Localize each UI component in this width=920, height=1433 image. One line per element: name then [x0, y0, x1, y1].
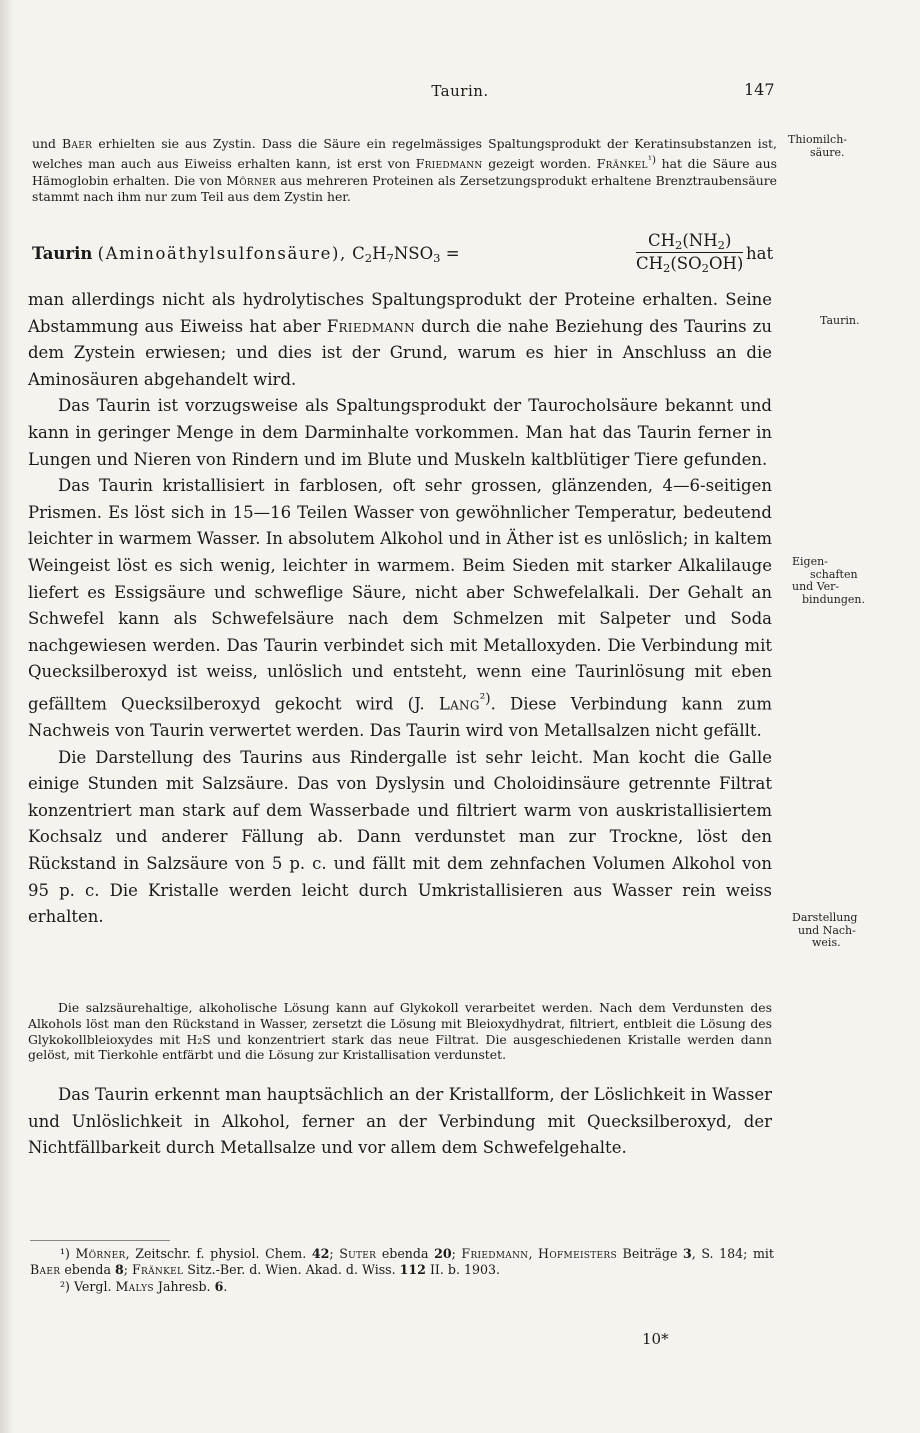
- margin-note-eigenschaften: Eigen- schaften und Ver- bindungen.: [792, 555, 865, 606]
- structural-fraction: [636, 230, 743, 275]
- small-print-paragraph: Die salzsäurehaltige, alkoholische Lösung kann auf Glykokoll verarbeitet werden. Nach dem Verdunsten des Alkohols löst man den Rückstand in Wasser, zersetzt die Lösung mit Bleioxydhydrat, filtriert, entbleit die Lösung des Glykokollbleioxydes mit H₂S und konzentriert stark das neue Filtrat. Die ausgeschiedenen Kristalle werden dann gelöst, mit Tierkohle entfärbt und die Lösung zur Kristallisation verdunstet.: [28, 1000, 772, 1063]
- printer-signature: 10*: [642, 1330, 669, 1348]
- formula-hat: hat: [746, 244, 774, 263]
- main-body: [28, 287, 772, 931]
- author-fraenkel: Fränkel: [596, 156, 648, 172]
- paragraph-origin: man allerdings nicht als hydrolytisches Spaltungsprodukt der Proteine erhalten. Seine Abstammung aus Eiweiss hat aber Friedmann durch die nahe Beziehung des Taurins zu dem Zystein erwiesen; und dies ist der Grund, warum es hier in Anschluss an die Aminosäuren abgehandelt wird.: [28, 290, 772, 389]
- sum-formula: $C_2H_7NSO_3$: [352, 244, 441, 265]
- scan-edge-shadow: [0, 0, 14, 1433]
- heading-taurin: Taurin: [32, 244, 93, 263]
- author-moerner: Mörner: [226, 172, 277, 188]
- fraction-denominator: $CH_2(SO_2OH)$: [636, 254, 744, 275]
- paragraph-properties: Das Taurin kristallisiert in farblosen, oft sehr grossen, glänzenden, 4—6-seitigen Prismen. Es löst sich in 15—16 Teilen Wasser von gewöhnlicher Temperatur, bedeutend leichter in warmem Wasser. In absolutem Alkohol und in Äther ist es unlöslich; in kaltem Weingeist löst es sich wenig, leichter in warmem. Beim Sieden mit starker Alkalilauge liefert es Essigsäure und schweflige Säure, nicht aber Schwefelalkali. Der Gehalt an Schwefel kann als Schwefelsäure nach dem Schmelzen mit Salpeter und Soda nachgewiesen werden. Das Taurin verbindet sich mit Metalloxyden. Die Verbindung mit Quecksilberoxyd ist weiss, unlöslich und entsteht, wenn eine Taurinlösung mit eben gefälltem Quecksilberoxyd gekocht wird (J. Lang$^{^2)}$. Diese Verbindung kann zum Nachweis von Taurin verwertet werden. Das Taurin wird von Metallsalzen nicht gefällt.: [28, 476, 772, 740]
- chemical-name: (Aminoäthylsulfonsäure),: [97, 244, 347, 263]
- margin-note-darstellung: Darstellung und Nach- weis.: [792, 911, 858, 949]
- footnote-ref-1: ¹): [647, 154, 656, 167]
- detection-paragraph: Das Taurin erkennt man hauptsächlich an der Kristallform, der Löslichkeit in Wasser und Unlöslichkeit in Alkohol, ferner an der Verbindung mit Quecksilberoxyd, der Nichtfällbarkeit durch Metallsalze und vor allem dem Schwefelgehalte.: [28, 1085, 772, 1158]
- footnote-rule: [30, 1240, 170, 1241]
- paragraph-occurrence: Das Taurin ist vorzugsweise als Spaltungsprodukt der Taurocholsäure bekannt und kann in geringer Menge in dem Darminhalte vorkommen. Man hat das Taurin ferner in Lungen und Nieren von Rindern und im Blute und Muskeln kaltblütiger Tiere gefunden.: [28, 396, 772, 469]
- footnote-1: ¹) Mörner, Zeitschr. f. physiol. Chem. 42; Suter ebenda 20; Friedmann, Hofmeisters Beiträge 3, S. 184; mit Baer ebenda 8; Fränkel Sitz.-Ber. d. Wien. Akad. d. Wiss. 112 II. b. 1903.: [30, 1246, 774, 1278]
- author-friedmann: Friedmann: [415, 156, 483, 172]
- running-title: Taurin.: [431, 82, 489, 100]
- intro-paragraph: und Baer erhielten sie aus Zystin. Dass die Säure ein regelmässiges Spaltungsprodukt der Keratinsubstanzen ist, welches man auch aus Eiweiss erhalten kann, ist erst von Friedmann gezeigt worden. Fränkel$^{^1)}$ hat die Säure aus Hämoglobin erhalten. Die von Mörner aus mehreren Proteinen als Zersetzungsprodukt erhaltene Brenztraubensäure stammt nach ihm nur zum Teil aus dem Zystin her.: [32, 136, 778, 204]
- author-baer: Baer: [62, 136, 93, 151]
- margin-note-taurin: Taurin.: [820, 314, 860, 327]
- taurin-formula-heading: Taurin (Aminoäthylsulfonsäure), $C_2H_7NSO_3$ = $\frac{CH_2(NH_2)}{CH_2(SO_2OH)}$ hat: [32, 231, 774, 275]
- footnote-2: ²) Vergl. Malys Jahresb. 6.: [60, 1278, 228, 1294]
- footnote-ref-2: ²): [479, 690, 491, 707]
- margin-note-thiomilchsaeure: Thiomilch- säure.: [788, 133, 847, 159]
- page-number: 147: [744, 80, 775, 99]
- fraction-numerator: $CH_2(NH_2)$: [636, 230, 743, 253]
- paragraph-preparation: Die Darstellung des Taurins aus Rindergalle ist sehr leicht. Man kocht die Galle einige Stunden mit Salzsäure. Das von Dyslysin und Choloidinsäure getrennte Filtrat konzentriert man stark auf dem Wasserbade und filtriert warm von auskristallisiertem Kochsalz und anderer Fällung ab. Dann verdunstet man zur Trockne, löst den Rückstand in Salzsäure von 5 p. c. und fällt mit dem zehnfachen Volumen Alkohol von 95 p. c. Die Kristalle werden leicht durch Umkristallisieren aus Wasser rein weiss erhalten.: [28, 747, 772, 927]
- footnotes: [30, 1246, 774, 1295]
